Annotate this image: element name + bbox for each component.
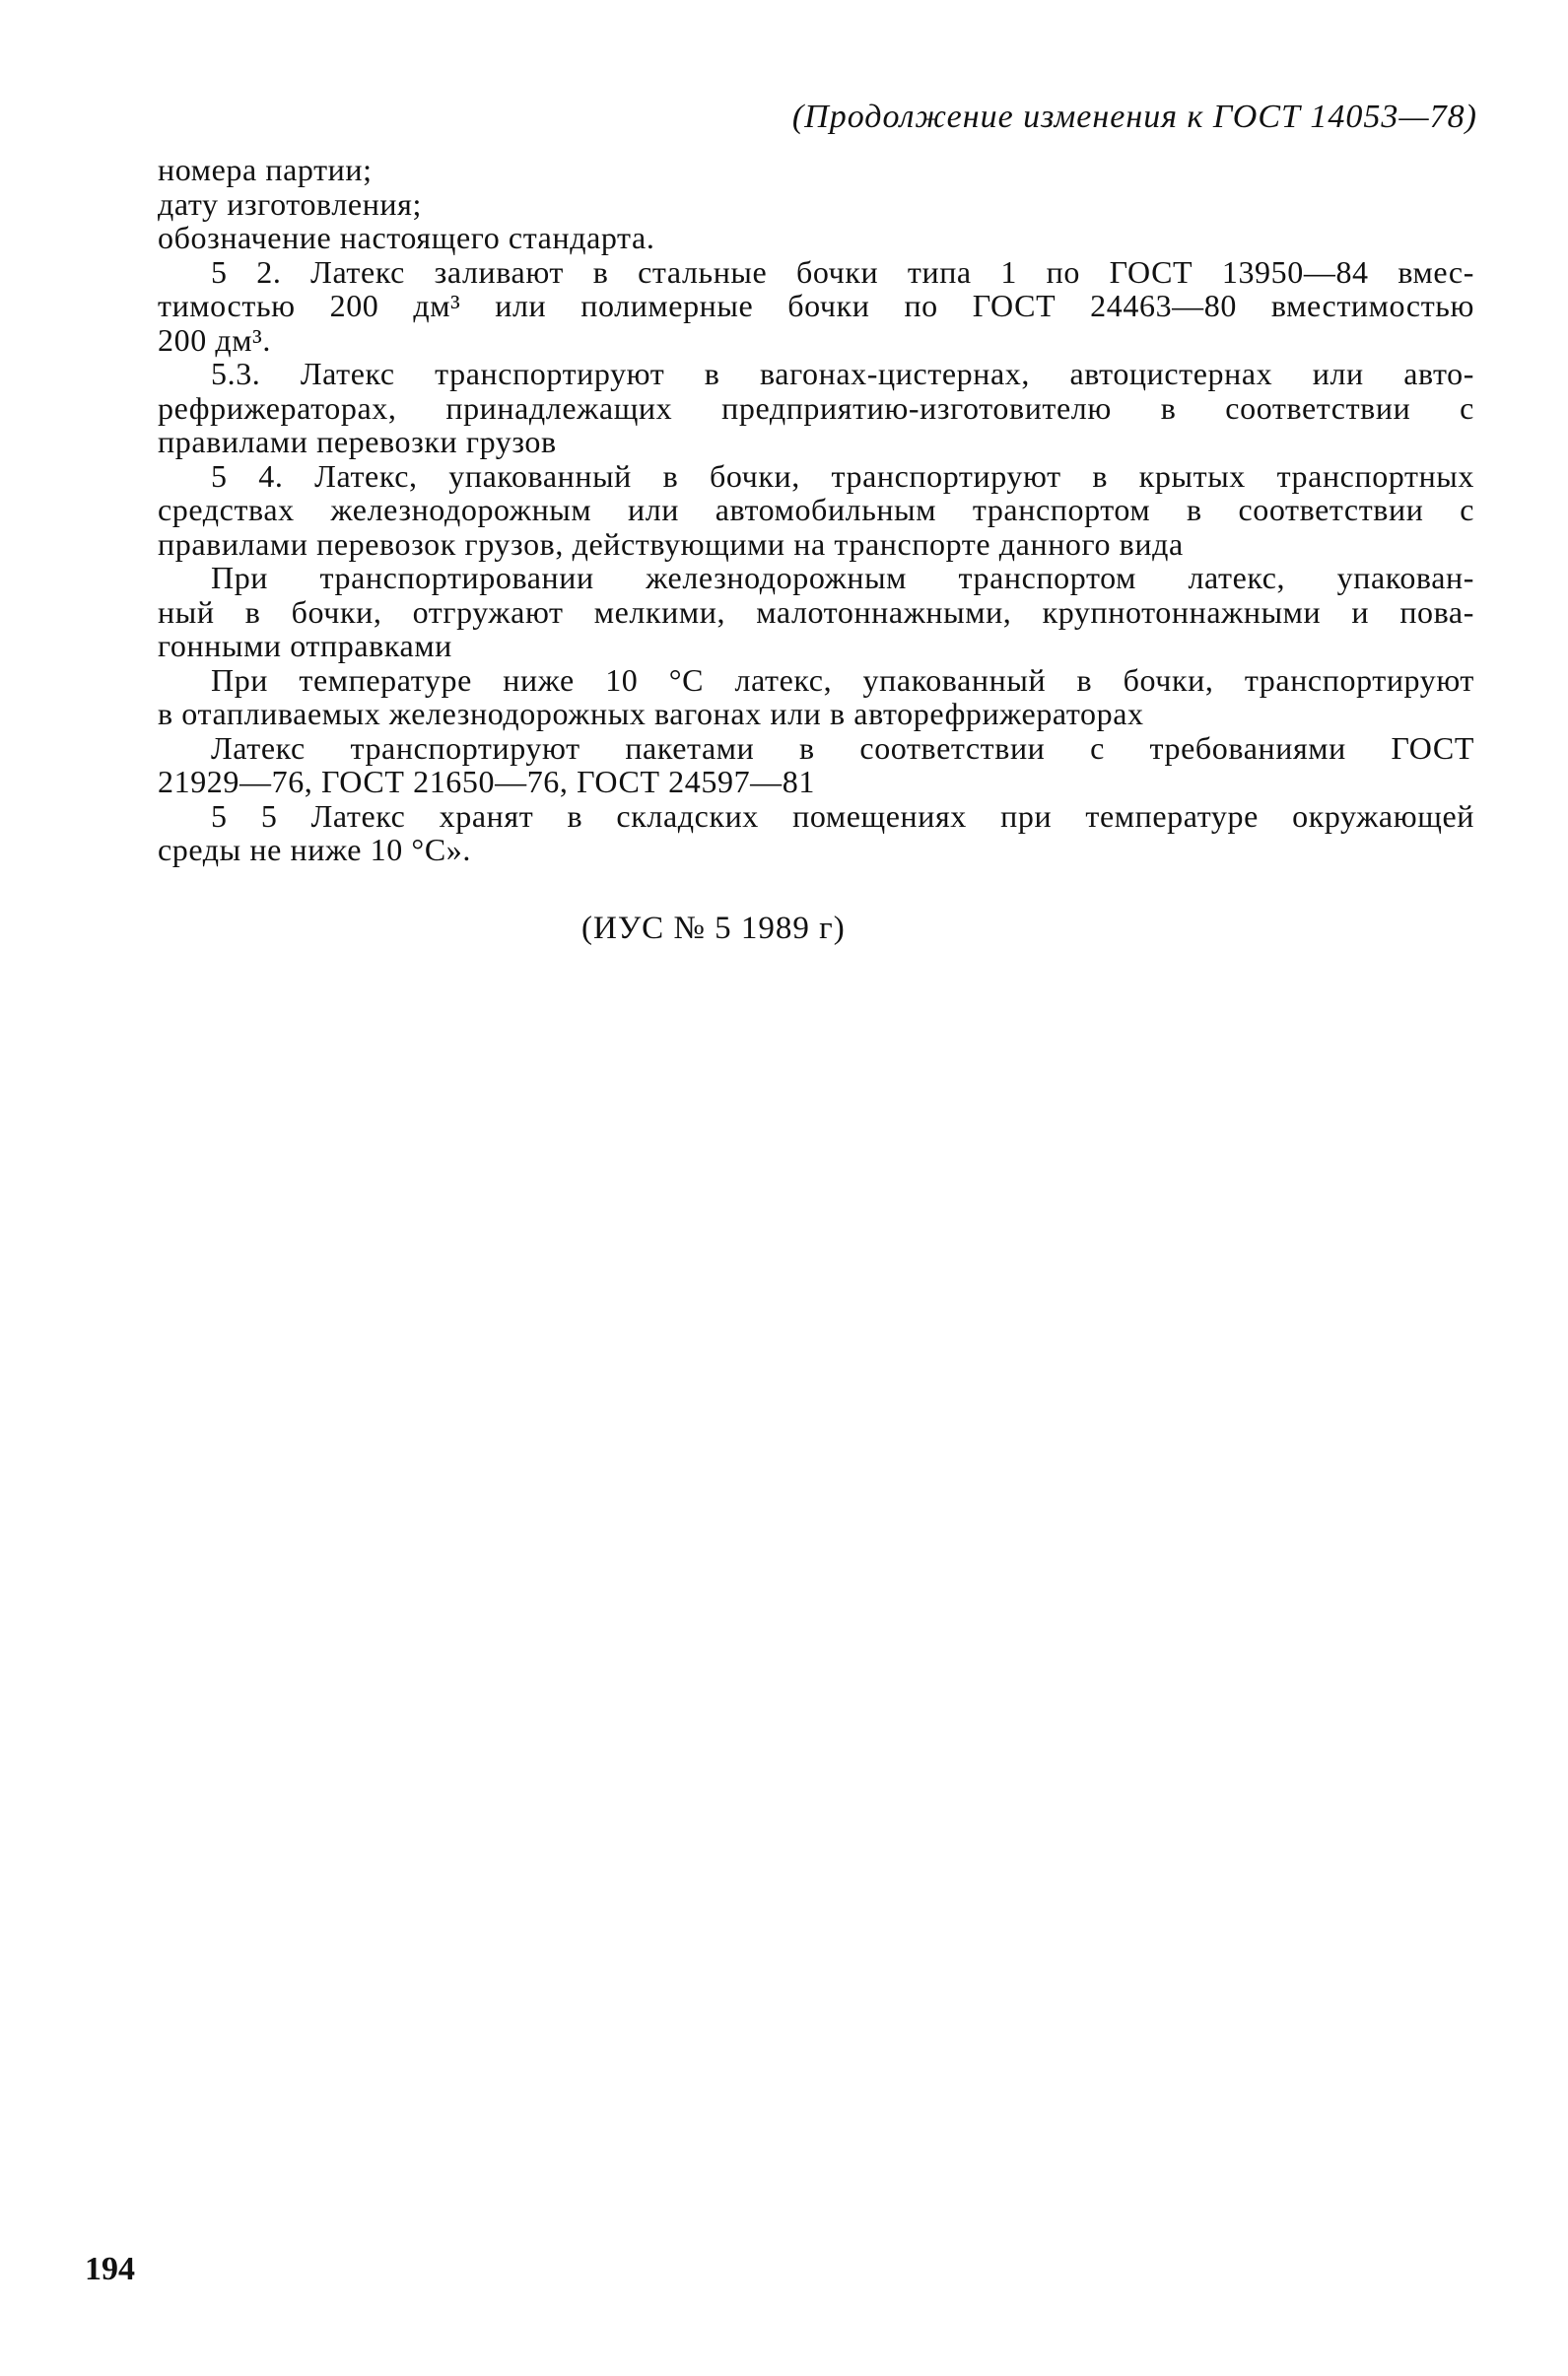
clause-5-2-line: тимостью 200 дм³ или полимерные бочки по ГОСТ 24463—80 вместимостью <box>158 288 1474 323</box>
clause-5-3-line: 5.3. Латекс транспортируют в вагонах-цистернах, автоцистернах или авто- <box>211 356 1474 391</box>
clause-5-3-line: правилами перевозки грузов <box>158 424 557 459</box>
clause-5-4-line: При транспортировании железнодорожным транспортом латекс, упакован- <box>211 560 1474 595</box>
running-header: (Продолжение изменения к ГОСТ 14053—78) <box>791 99 1477 135</box>
clause-5-3-line: рефрижераторах, принадлежащих предприятию-изготовителю в соответствии с <box>158 389 1474 426</box>
document-body <box>158 153 1474 867</box>
clause-5-4-line: ный в бочки, отгружают мелкими, малотоннажными, крупнотоннажными и пова- <box>158 593 1474 630</box>
clause-5-4-line: 21929—76, ГОСТ 21650—76, ГОСТ 24597—81 <box>158 764 815 799</box>
clause-5-4-line: 5 4. Латекс, упакованный в бочки, транспортируют в крытых транспортных <box>211 457 1474 494</box>
clause-5-4-line: правилами перевозок грузов, действующими на транспорте данного вида <box>158 525 1184 562</box>
ius-reference: (ИУС № 5 1989 г) <box>581 911 846 946</box>
clause-5-4-line: в отапливаемых железнодорожных вагонах или в авторефрижераторах <box>158 696 1144 731</box>
clause-5-2-line: 5 2. Латекс заливают в стальные бочки типа 1 по ГОСТ 13950—84 вмес- <box>211 253 1474 290</box>
clause-5-4-line: При температуре ниже 10 °С латекс, упакованный в бочки, транспортируют <box>211 661 1474 698</box>
clause-5-4-line: средствах железнодорожным или автомобильным транспортом в соответствии с <box>158 492 1474 527</box>
clause-5-5-line: 5 5 Латекс хранят в складских помещениях при температуре окружающей <box>211 797 1474 834</box>
clause-5-4-line: гонными отправками <box>158 628 452 663</box>
clause-5-2-line: 200 дм³. <box>158 321 271 358</box>
clause-5-4-line: Латекс транспортируют пакетами в соответствии с требованиями ГОСТ <box>211 729 1474 766</box>
text-line: обозначение настоящего стандарта. <box>158 220 655 255</box>
text-line: дату изготовления; <box>158 185 422 222</box>
clause-5-5-line: среды не ниже 10 °С». <box>158 832 471 867</box>
page-number: 194 <box>85 2251 135 2287</box>
text-line: номера партии; <box>158 152 373 187</box>
